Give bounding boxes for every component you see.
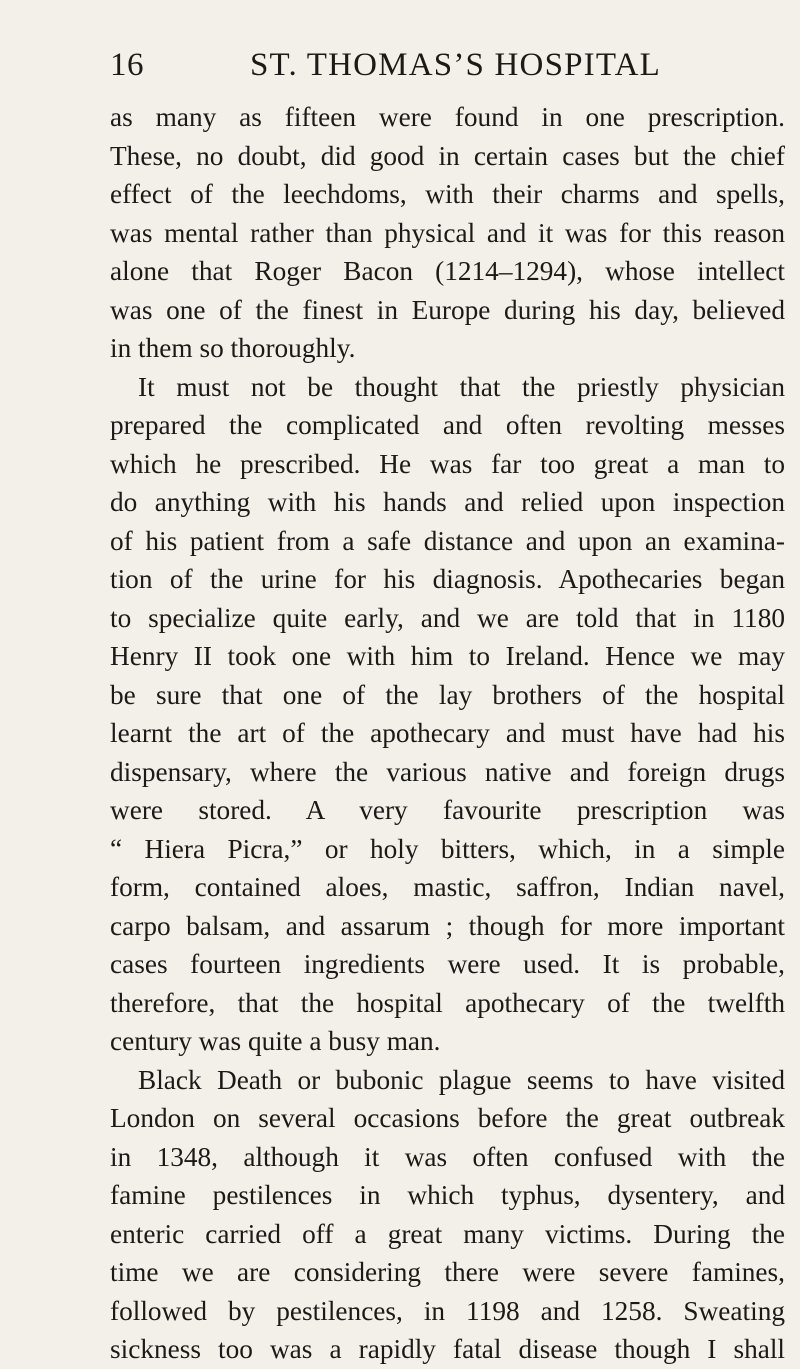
text-line: alone that Roger Bacon (1214–1294), whose intellect — [110, 256, 785, 286]
running-title: ST. THOMAS’S HOSPITAL — [250, 47, 661, 83]
text-line: cases fourteen ingredients were used. It is probable, — [110, 949, 785, 979]
text-line: in them so thoroughly. — [110, 333, 356, 363]
text-line: tion of the urine for his diagnosis. Apothecaries began — [110, 564, 785, 594]
text-line: was mental rather than physical and it was for this reason — [110, 217, 785, 248]
running-head — [110, 43, 682, 87]
text-line: It must not be thought that the priestly physician — [138, 371, 785, 402]
body-text — [110, 98, 785, 1369]
text-line: was one of the finest in Europe during his day, believed — [110, 294, 785, 325]
text-line: These, no doubt, did good in certain cases but the chief — [110, 140, 785, 171]
text-line: prepared the complicated and often revolting messes — [110, 410, 785, 440]
text-line: to specialize quite early, and we are told that in 1180 — [110, 602, 785, 633]
text-line: enteric carried off a great many victims. During the — [110, 1218, 785, 1249]
text-line: in 1348, although it was often confused with the — [110, 1141, 785, 1172]
text-line: famine pestilences in which typhus, dysentery, and — [110, 1180, 785, 1210]
text-line: do anything with his hands and relied upon inspection — [110, 487, 785, 517]
text-line: Henry II took one with him to Ireland. Hence we may — [110, 641, 785, 671]
text-line: be sure that one of the lay brothers of the hospital — [110, 679, 785, 710]
text-line: effect of the leechdoms, with their charms and spells, — [110, 179, 785, 209]
text-line: dispensary, where the various native and foreign drugs — [110, 756, 785, 787]
text-line: which he prescribed. He was far too great a man to — [110, 448, 785, 479]
text-line: Black Death or bubonic plague seems to have visited — [138, 1064, 785, 1095]
text-line: followed by pestilences, in 1198 and 1258. Sweating — [110, 1295, 785, 1326]
text-line: time we are considering there were severe famines, — [110, 1257, 785, 1287]
text-line: were stored. A very favourite prescription was — [110, 795, 785, 825]
text-line: therefore, that the hospital apothecary of the twelfth — [110, 987, 785, 1018]
text-line: century was quite a busy man. — [110, 1026, 441, 1056]
text-line: of his patient from a safe distance and upon an examina- — [110, 525, 785, 556]
text-line: carpo balsam, and assarum ; though for more important — [110, 910, 785, 941]
text-line: as many as fifteen were found in one prescription. — [110, 102, 785, 132]
text-line: learnt the art of the apothecary and must have had his — [110, 718, 785, 748]
text-line: London on several occasions before the great outbreak — [110, 1103, 785, 1133]
page-number: 16 — [110, 47, 144, 83]
text-line: “ Hiera Picra,” or holy bitters, which, in a simple — [110, 833, 785, 864]
text-line: form, contained aloes, mastic, saffron, Indian navel, — [110, 872, 785, 902]
text-line: sickness too was a rapidly fatal disease though I shall — [110, 1334, 785, 1364]
